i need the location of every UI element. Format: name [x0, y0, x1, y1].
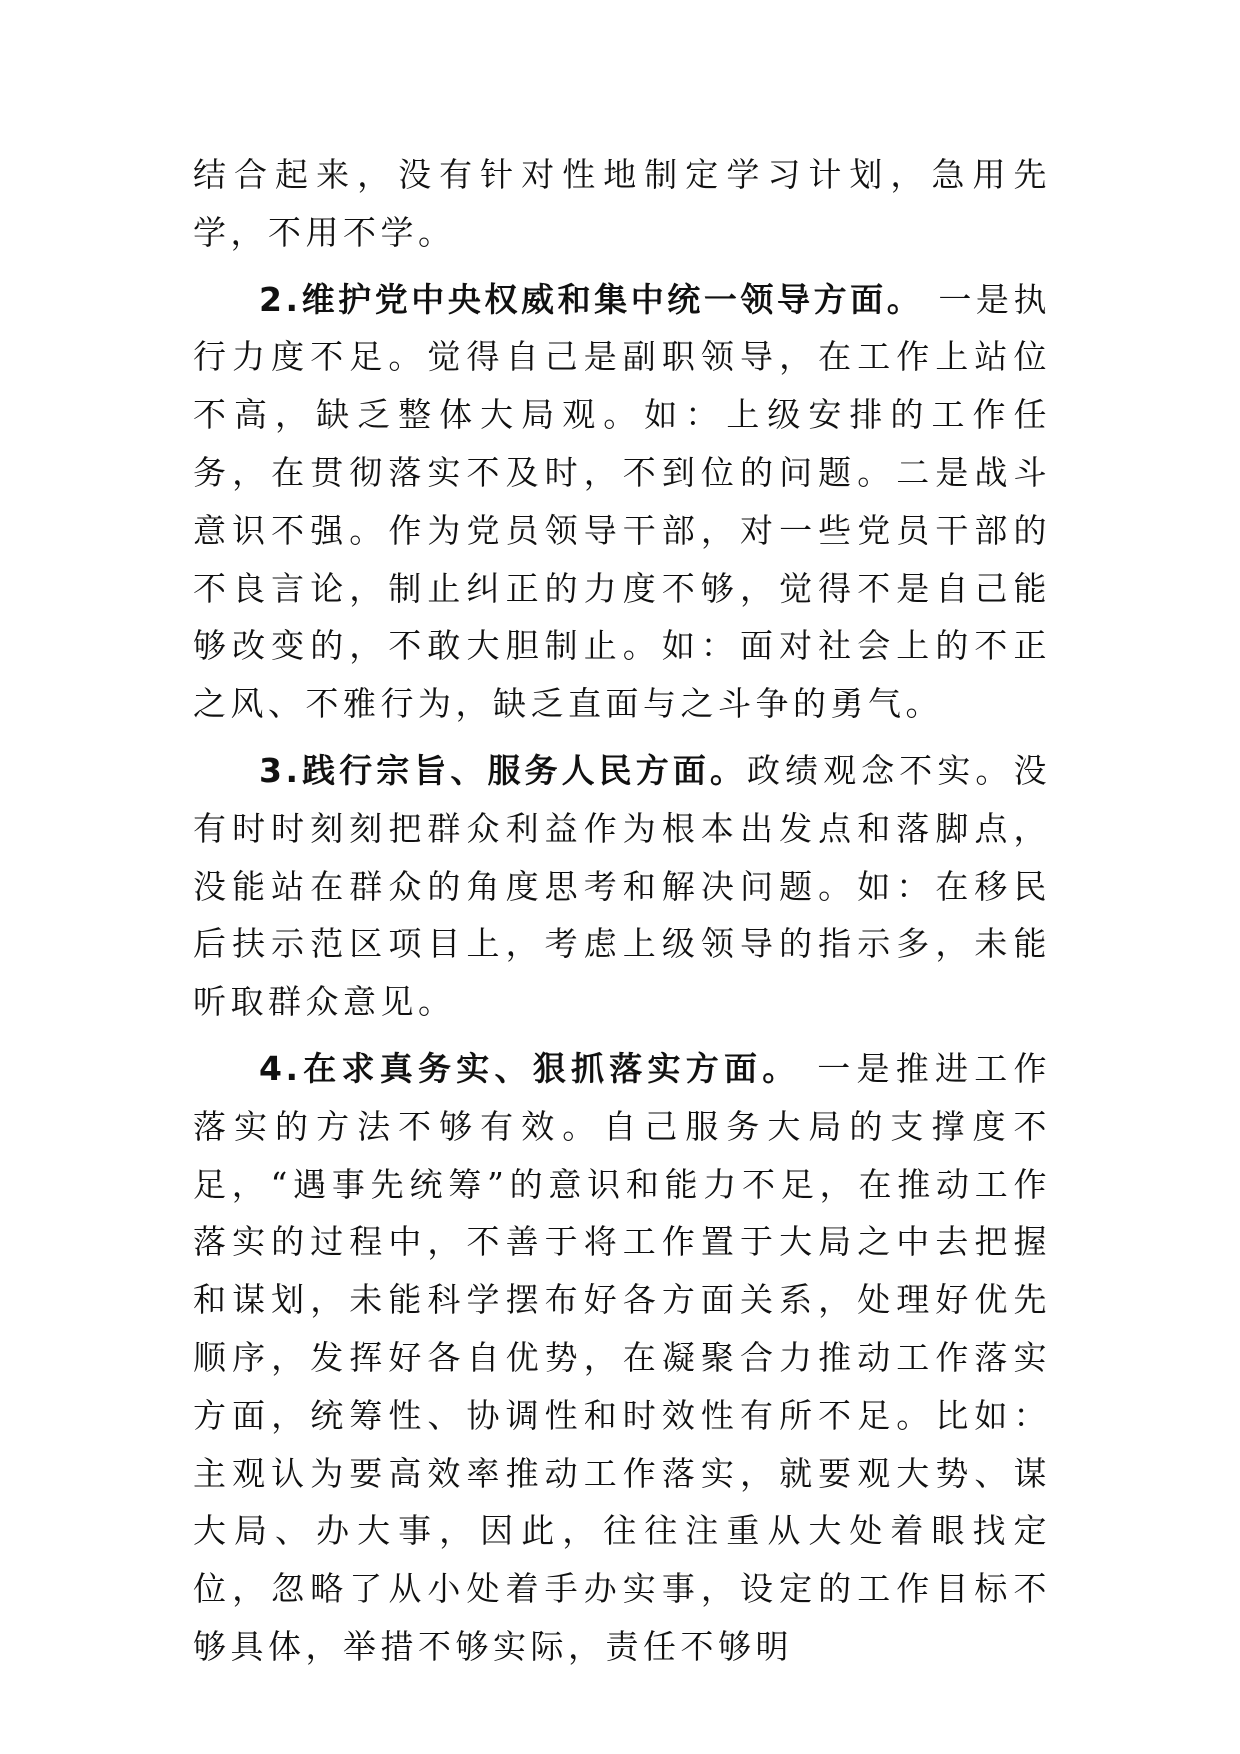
paragraph-body: 一是推进工作落实的方法不够有效。自己服务大局的支撑度不足，“遇事先统筹”的意识和能力不足，在推动工作落实的过程中，不善于将工作置于大局之中去把握和谋划，未能科学摆布好各方面关系，处理好优先顺序，发挥好各自优势，在凝聚合力推动工作落实方面，统筹性、协调性和时效性有所不足。比如：主观认为要高效率推动工作落实，就要观大势、谋大局、办大事，因此，往往注重从大处着眼找定位，忽略了从小处着手办实事，设定的工作目标不够具体，举措不够实际，责任不够明: [193, 1048, 1051, 1666]
paragraph-body: 结合起来，没有针对性地制定学习计划，急用先学，不用不学。: [193, 155, 1051, 252]
paragraph-section-4: [193, 1040, 1051, 1676]
paragraph-continuation: [193, 146, 1051, 262]
document-page: [193, 146, 1051, 1685]
paragraph-body: 政绩观念不实。没有时时刻刻把群众利益作为根本出发点和落脚点，没能站在群众的角度思考和解决问题。如：在移民后扶示范区项目上，考虑上级领导的指示多，未能听取群众意见。: [193, 750, 1052, 1022]
paragraph-body: 一是执行力度不足。觉得自己是副职领导，在工作上站位不高，缺乏整体大局观。如：上级安排的工作任务，在贯彻落实不及时，不到位的问题。二是战斗意识不强。作为党员领导干部，对一些党员干部的不良言论，制止纠正的力度不够，觉得不是自己能够改变的，不敢大胆制止。如：面对社会上的不正之风、不雅行为，缺乏直面与之斗争的勇气。: [193, 279, 1052, 724]
paragraph-section-3: [193, 742, 1051, 1031]
paragraph-section-2: [193, 271, 1051, 733]
section-heading: 2.维护党中央权威和集中统一领导方面。: [259, 279, 924, 319]
section-heading: 4.在求真务实、狠抓落实方面。: [259, 1048, 801, 1088]
section-heading: 3.践行宗旨、服务人民方面。: [259, 750, 747, 790]
